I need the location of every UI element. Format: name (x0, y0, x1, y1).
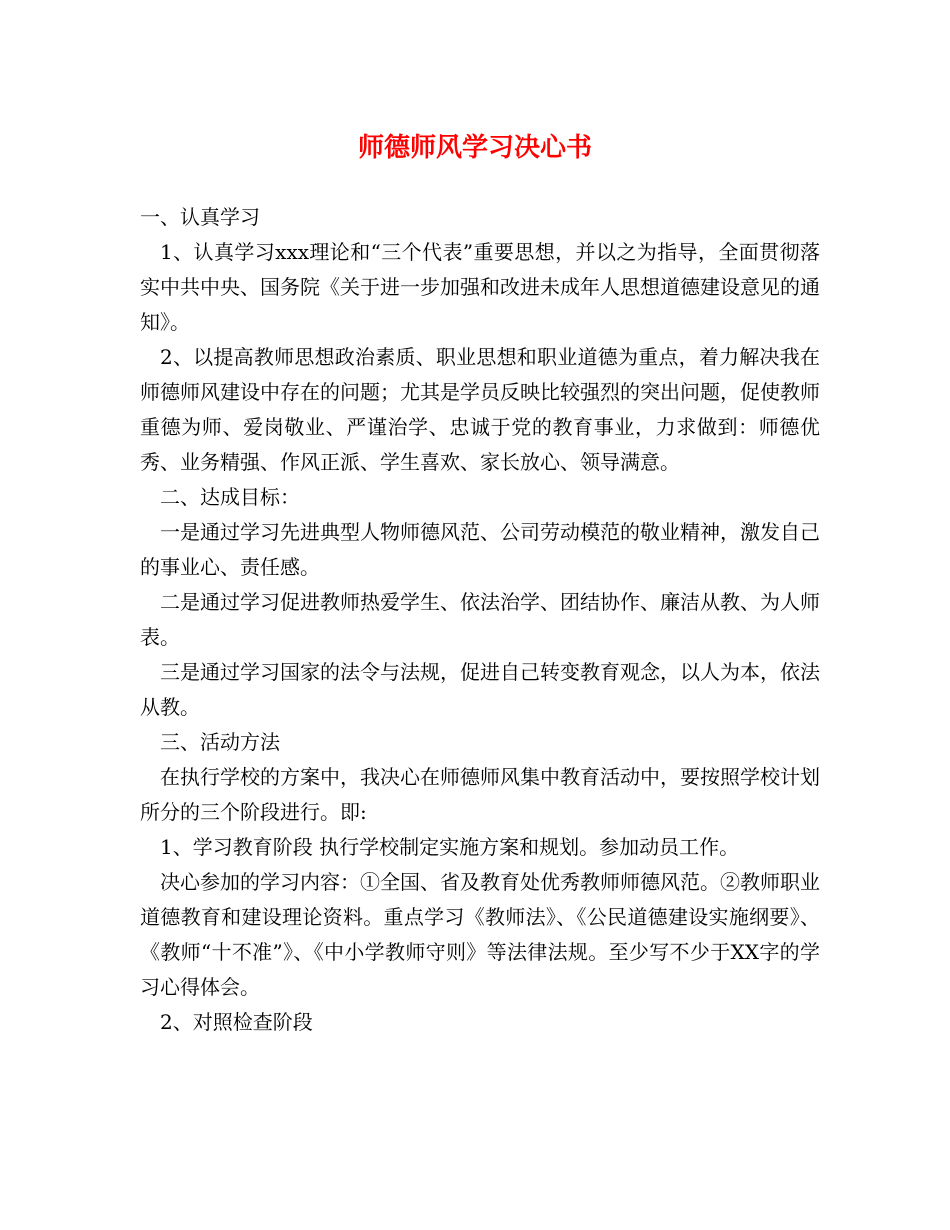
paragraph: 二是通过学习促进教师热爱学生、依法治学、团结协作、廉洁从教、为人师表。 (140, 590, 820, 649)
paragraph: 1、认真学习xxx理论和“三个代表”重要思想，并以之为指导，全面贯彻落实中共中央、国务院《关于进一步加强和改进未成年人思想道德建设意见的通知》。 (140, 240, 820, 334)
section-heading: 二、达成目标： (160, 485, 300, 509)
document-body (140, 200, 820, 1040)
section-heading: 一、认真学习 (140, 205, 260, 229)
paragraph: 在执行学校的方案中，我决心在师德师风集中教育活动中，要按照学校计划所分的三个阶段进行。即: (140, 765, 820, 824)
paragraph: 一是通过学习先进典型人物师德风范、公司劳动模范的敬业精神，激发自己的事业心、责任感。 (140, 520, 820, 579)
paragraph: 决心参加的学习内容：①全国、省及教育处优秀教师师德风范。②教师职业道德教育和建设理论资料。重点学习《教师法》、《公民道德建设实施纲要》、《教师“十不准”》、《中小学教师守则》等法律法规。至少写不少于XX字的学习心得体会。 (140, 870, 820, 999)
paragraph: 1、学习教育阶段 执行学校制定实施方案和规划。参加动员工作。 (160, 835, 740, 859)
paragraph: 2、以提高教师思想政治素质、职业思想和职业道德为重点，着力解决我在师德师风建设中存在的问题；尤其是学员反映比较强烈的突出问题，促使教师重德为师、爱岗敬业、严谨治学、忠诚于党的教育事业，力求做到：师德优秀、业务精强、作风正派、学生喜欢、家长放心、领导满意。 (140, 345, 820, 474)
paragraph: 2、对照检查阶段 (160, 1010, 313, 1034)
page-title: 师德师风学习决心书 (357, 133, 592, 163)
paragraph: 三是通过学习国家的法令与法规，促进自己转变教育观念，以人为本，依法从教。 (140, 660, 820, 719)
section-heading: 三、活动方法 (160, 730, 280, 754)
